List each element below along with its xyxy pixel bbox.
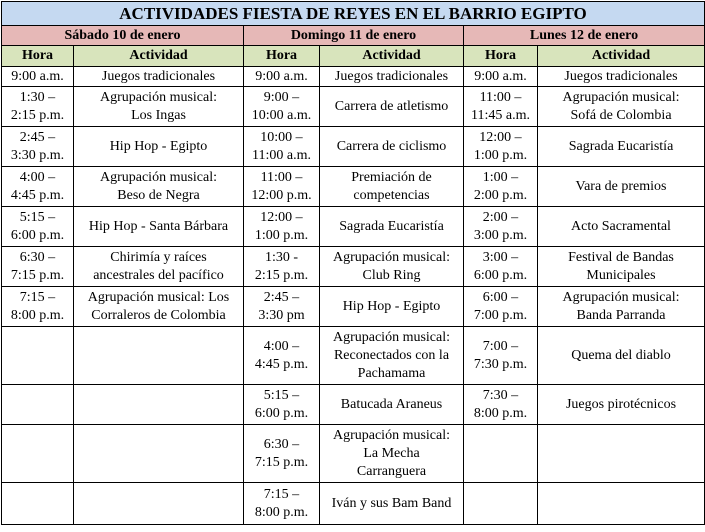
table-row bbox=[2, 425, 705, 483]
activity-cell: Carrera de atletismo bbox=[320, 87, 464, 127]
activity-cell bbox=[538, 425, 705, 483]
hour-cell: 12:00 – 1:00 p.m. bbox=[244, 207, 320, 247]
table-row bbox=[2, 127, 705, 167]
table-title: ACTIVIDADES FIESTA DE REYES EN EL BARRIO EGIPTO bbox=[2, 2, 705, 26]
activity-cell: Carrera de ciclismo bbox=[320, 127, 464, 167]
hour-cell: 1:30 – 2:15 p.m. bbox=[2, 87, 74, 127]
activity-cell: Juegos tradicionales bbox=[538, 67, 705, 87]
table-row bbox=[2, 327, 705, 385]
activity-cell: Agrupación musical: Los Corraleros de Colombia bbox=[74, 287, 244, 327]
activity-cell: Agrupación musical: Sofá de Colombia bbox=[538, 87, 705, 127]
table-row bbox=[2, 207, 705, 247]
hour-cell: 7:30 – 8:00 p.m. bbox=[464, 385, 538, 425]
hour-cell: 1:30 - 2:15 p.m. bbox=[244, 247, 320, 287]
hour-cell: 6:00 – 7:00 p.m. bbox=[464, 287, 538, 327]
activity-cell: Acto Sacramental bbox=[538, 207, 705, 247]
activity-cell: Chirimía y raíces ancestrales del pacífico bbox=[74, 247, 244, 287]
activity-cell: Batucada Araneus bbox=[320, 385, 464, 425]
activity-cell: Agrupación musical: Los Ingas bbox=[74, 87, 244, 127]
hour-cell: 5:15 – 6:00 p.m. bbox=[244, 385, 320, 425]
hour-header: Hora bbox=[464, 46, 538, 67]
hour-cell: 9:00 a.m. bbox=[464, 67, 538, 87]
hour-cell bbox=[464, 483, 538, 525]
hour-cell: 11:00 – 11:45 a.m. bbox=[464, 87, 538, 127]
hour-cell bbox=[2, 425, 74, 483]
hour-cell bbox=[2, 327, 74, 385]
hour-cell bbox=[464, 425, 538, 483]
activity-header: Actividad bbox=[74, 46, 244, 67]
activity-cell: Festival de Bandas Municipales bbox=[538, 247, 705, 287]
activity-cell bbox=[74, 385, 244, 425]
activity-cell: Hip Hop - Egipto bbox=[320, 287, 464, 327]
hour-cell: 6:30 – 7:15 p.m. bbox=[2, 247, 74, 287]
hour-cell bbox=[2, 385, 74, 425]
activity-cell bbox=[74, 327, 244, 385]
hour-cell: 2:45 – 3:30 p.m. bbox=[2, 127, 74, 167]
activity-header: Actividad bbox=[320, 46, 464, 67]
hour-cell: 4:00 – 4:45 p.m. bbox=[244, 327, 320, 385]
day-header-row bbox=[2, 26, 705, 46]
day-header-saturday: Sábado 10 de enero bbox=[2, 26, 244, 46]
activity-cell: Juegos tradicionales bbox=[320, 67, 464, 87]
hour-cell: 2:45 – 3:30 pm bbox=[244, 287, 320, 327]
table-row bbox=[2, 247, 705, 287]
activity-cell: Sagrada Eucaristía bbox=[320, 207, 464, 247]
hour-cell: 4:00 – 4:45 p.m. bbox=[2, 167, 74, 207]
activity-cell: Agrupación musical: La Mecha Carranguera bbox=[320, 425, 464, 483]
table-row bbox=[2, 67, 705, 87]
activity-cell: Hip Hop - Santa Bárbara bbox=[74, 207, 244, 247]
table-row bbox=[2, 87, 705, 127]
hour-cell: 9:00 a.m. bbox=[244, 67, 320, 87]
hour-cell: 11:00 – 12:00 p.m. bbox=[244, 167, 320, 207]
hour-cell: 9:00 – 10:00 a.m. bbox=[244, 87, 320, 127]
table-row bbox=[2, 483, 705, 525]
activity-cell: Premiación de competencias bbox=[320, 167, 464, 207]
activity-cell: Agrupación musical: Club Ring bbox=[320, 247, 464, 287]
activity-cell: Hip Hop - Egipto bbox=[74, 127, 244, 167]
hour-cell bbox=[2, 483, 74, 525]
day-header-sunday: Domingo 11 de enero bbox=[244, 26, 464, 46]
hour-cell: 2:00 – 3:00 p.m. bbox=[464, 207, 538, 247]
schedule-table bbox=[1, 1, 705, 525]
hour-cell: 1:00 – 2:00 p.m. bbox=[464, 167, 538, 207]
hour-cell: 12:00 – 1:00 p.m. bbox=[464, 127, 538, 167]
hour-header: Hora bbox=[244, 46, 320, 67]
column-header-row bbox=[2, 46, 705, 67]
hour-header: Hora bbox=[2, 46, 74, 67]
activity-cell bbox=[538, 483, 705, 525]
activity-cell bbox=[74, 483, 244, 525]
hour-cell: 10:00 – 11:00 a.m. bbox=[244, 127, 320, 167]
day-header-monday: Lunes 12 de enero bbox=[464, 26, 705, 46]
table-row bbox=[2, 167, 705, 207]
hour-cell: 6:30 – 7:15 p.m. bbox=[244, 425, 320, 483]
activity-cell: Juegos tradicionales bbox=[74, 67, 244, 87]
hour-cell: 7:15 – 8:00 p.m. bbox=[2, 287, 74, 327]
hour-cell: 3:00 – 6:00 p.m. bbox=[464, 247, 538, 287]
hour-cell: 5:15 – 6:00 p.m. bbox=[2, 207, 74, 247]
schedule-body bbox=[2, 67, 705, 525]
activity-cell: Juegos pirotécnicos bbox=[538, 385, 705, 425]
hour-cell: 7:15 – 8:00 p.m. bbox=[244, 483, 320, 525]
activity-cell: Agrupación musical: Reconectados con la Pachamama bbox=[320, 327, 464, 385]
activity-cell: Agrupación musical: Beso de Negra bbox=[74, 167, 244, 207]
activity-cell: Iván y sus Bam Band bbox=[320, 483, 464, 525]
activity-cell: Vara de premios bbox=[538, 167, 705, 207]
activity-header: Actividad bbox=[538, 46, 705, 67]
activity-cell: Quema del diablo bbox=[538, 327, 705, 385]
hour-cell: 9:00 a.m. bbox=[2, 67, 74, 87]
activity-cell bbox=[74, 425, 244, 483]
activity-cell: Sagrada Eucaristía bbox=[538, 127, 705, 167]
hour-cell: 7:00 – 7:30 p.m. bbox=[464, 327, 538, 385]
table-row bbox=[2, 385, 705, 425]
activity-cell: Agrupación musical: Banda Parranda bbox=[538, 287, 705, 327]
table-row bbox=[2, 287, 705, 327]
title-row bbox=[2, 2, 705, 26]
